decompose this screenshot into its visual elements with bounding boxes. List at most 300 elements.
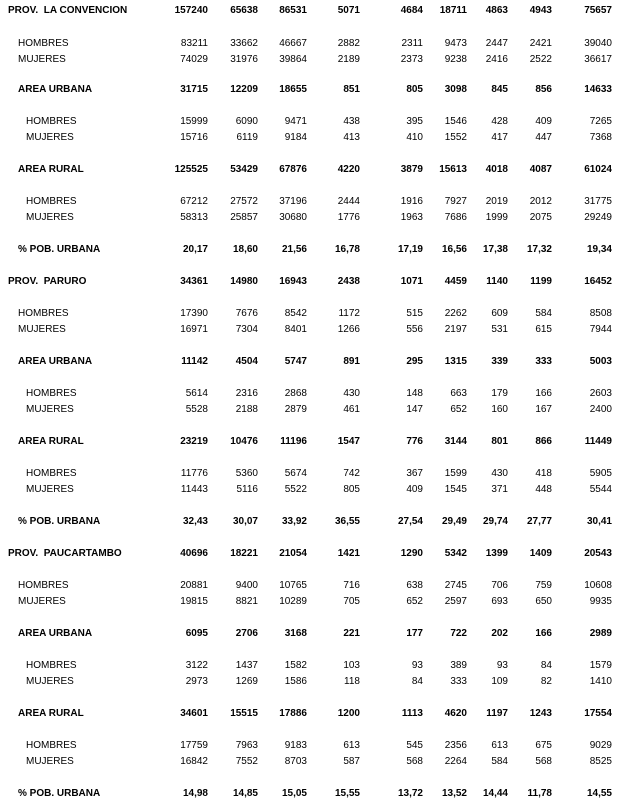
cell-col-8: 2075	[529, 212, 552, 223]
row-label: % POB. URBANA	[18, 244, 101, 255]
cell-col-5: 776	[406, 436, 423, 447]
cell-col-6: 1545	[444, 484, 467, 495]
cell-col-5: 2373	[400, 54, 423, 65]
area-row	[0, 707, 617, 721]
cell-col-7: 2416	[485, 54, 508, 65]
cell-col-6: 7927	[444, 196, 467, 207]
cell-col-8: 4087	[529, 164, 552, 175]
row-label: PROV. PAUCARTAMBO	[8, 548, 122, 559]
cell-col-2: 25857	[230, 212, 258, 223]
cell-col-7: 17,38	[482, 244, 508, 255]
cell-col-5: 148	[406, 388, 423, 399]
cell-col-8: 650	[535, 596, 552, 607]
cell-col-9: 10608	[584, 580, 612, 591]
cell-col-6: 1599	[444, 468, 467, 479]
cell-col-8: 448	[535, 484, 552, 495]
cell-col-3: 17886	[279, 708, 307, 719]
row-label: % POB. URBANA	[18, 788, 101, 799]
cell-col-8: 11,78	[527, 788, 552, 799]
cell-col-2: 5360	[235, 468, 258, 479]
cell-col-7: 430	[491, 468, 508, 479]
cell-col-2: 14,85	[232, 788, 258, 799]
cell-col-5: 1916	[400, 196, 423, 207]
area-row	[0, 163, 617, 177]
cell-col-9: 19,34	[586, 244, 612, 255]
cell-col-2: 8821	[235, 596, 258, 607]
cell-col-5: 556	[406, 324, 423, 335]
row-label: MUJERES	[18, 596, 66, 607]
cell-col-9: 7368	[589, 132, 612, 143]
cell-col-3: 8401	[284, 324, 307, 335]
row-label: MUJERES	[26, 404, 74, 415]
cell-col-6: 4459	[444, 276, 467, 287]
cell-col-3: 21054	[279, 548, 307, 559]
cell-col-6: 3098	[444, 84, 467, 95]
cell-col-3: 2868	[284, 388, 307, 399]
cell-col-4: 1421	[337, 548, 360, 559]
cell-col-6: 663	[450, 388, 467, 399]
cell-col-4: 103	[343, 660, 360, 671]
cell-col-7: 1197	[486, 708, 508, 719]
cell-col-2: 12209	[230, 84, 258, 95]
cell-col-1: 157240	[174, 5, 208, 16]
cell-col-5: 409	[406, 484, 423, 495]
row-label: HOMBRES	[26, 660, 77, 671]
area-gender-row	[0, 131, 617, 145]
cell-col-4: 891	[343, 356, 360, 367]
cell-col-8: 84	[540, 660, 552, 671]
cell-col-5: 4684	[400, 5, 423, 16]
cell-col-7: 609	[491, 308, 508, 319]
cell-col-6: 13,52	[441, 788, 467, 799]
cell-col-9: 9029	[589, 740, 612, 751]
cell-col-2: 18,60	[232, 244, 258, 255]
cell-col-9: 61024	[584, 164, 612, 175]
area-gender-row	[0, 755, 617, 769]
cell-col-6: 2356	[444, 740, 467, 751]
cell-col-1: 11443	[180, 484, 208, 495]
province-row	[0, 275, 617, 289]
cell-col-3: 11196	[280, 436, 307, 447]
cell-col-1: 2973	[185, 676, 208, 687]
cell-col-2: 2188	[235, 404, 258, 415]
urban-percentage-row	[0, 243, 617, 257]
cell-col-4: 613	[343, 740, 360, 751]
cell-col-1: 58313	[180, 212, 208, 223]
cell-col-8: 759	[535, 580, 552, 591]
cell-col-8: 418	[535, 468, 552, 479]
cell-col-2: 7304	[235, 324, 258, 335]
cell-col-6: 16,56	[441, 244, 467, 255]
row-label: HOMBRES	[26, 468, 77, 479]
cell-col-4: 461	[343, 404, 360, 415]
cell-col-8: 27,77	[526, 516, 552, 527]
cell-col-4: 587	[343, 756, 360, 767]
cell-col-4: 221	[343, 628, 360, 639]
cell-col-2: 31976	[230, 54, 258, 65]
row-label: HOMBRES	[18, 38, 69, 49]
area-gender-row	[0, 115, 617, 129]
cell-col-5: 568	[406, 756, 423, 767]
gender-row	[0, 595, 617, 609]
area-gender-row	[0, 739, 617, 753]
cell-col-9: 2989	[589, 628, 612, 639]
cell-col-7: 4863	[485, 5, 508, 16]
row-label: AREA URBANA	[18, 356, 93, 367]
cell-col-2: 33662	[230, 38, 258, 49]
row-label: % POB. URBANA	[18, 516, 101, 527]
cell-col-8: 1409	[529, 548, 552, 559]
area-row	[0, 435, 617, 449]
cell-col-1: 19815	[180, 596, 208, 607]
cell-col-3: 3168	[284, 628, 307, 639]
cell-col-6: 29,49	[441, 516, 467, 527]
cell-col-6: 2264	[444, 756, 467, 767]
cell-col-4: 2438	[337, 276, 360, 287]
cell-col-7: 417	[491, 132, 508, 143]
cell-col-2: 27572	[230, 196, 258, 207]
cell-col-9: 2400	[589, 404, 612, 415]
cell-col-6: 3144	[444, 436, 467, 447]
cell-col-5: 93	[411, 660, 423, 671]
cell-col-5: 147	[406, 404, 423, 415]
cell-col-1: 15999	[180, 116, 208, 127]
row-label: AREA URBANA	[18, 84, 93, 95]
cell-col-3: 86531	[279, 5, 307, 16]
cell-col-1: 17759	[180, 740, 208, 751]
cell-col-9: 20543	[584, 548, 612, 559]
cell-col-3: 10765	[279, 580, 307, 591]
cell-col-2: 30,07	[232, 516, 258, 527]
area-gender-row	[0, 483, 617, 497]
cell-col-8: 1243	[529, 708, 552, 719]
cell-col-3: 15,05	[281, 788, 307, 799]
cell-col-1: 74029	[180, 54, 208, 65]
cell-col-3: 18655	[279, 84, 307, 95]
cell-col-2: 2706	[235, 628, 258, 639]
row-label: MUJERES	[26, 132, 74, 143]
cell-col-3: 9183	[284, 740, 307, 751]
cell-col-1: 16842	[180, 756, 208, 767]
cell-col-1: 5614	[185, 388, 208, 399]
row-label: AREA URBANA	[18, 628, 93, 639]
cell-col-3: 21,56	[281, 244, 307, 255]
cell-col-4: 5071	[337, 5, 360, 16]
cell-col-7: 613	[491, 740, 508, 751]
cell-col-6: 4620	[444, 708, 467, 719]
cell-col-9: 5003	[589, 356, 612, 367]
cell-col-9: 14,55	[586, 788, 612, 799]
cell-col-8: 1199	[530, 276, 552, 287]
cell-col-9: 7265	[589, 116, 612, 127]
cell-col-2: 6090	[235, 116, 258, 127]
cell-col-6: 9238	[444, 54, 467, 65]
cell-col-6: 652	[450, 404, 467, 415]
cell-col-2: 4504	[235, 356, 258, 367]
cell-col-7: 1999	[485, 212, 508, 223]
cell-col-5: 2311	[401, 38, 423, 49]
cell-col-1: 3122	[185, 660, 208, 671]
province-row	[0, 547, 617, 561]
cell-col-6: 5342	[444, 548, 467, 559]
cell-col-5: 1071	[400, 276, 423, 287]
cell-col-6: 9473	[444, 38, 467, 49]
cell-col-5: 652	[406, 596, 423, 607]
cell-col-3: 39864	[279, 54, 307, 65]
cell-col-6: 2262	[444, 308, 467, 319]
cell-col-2: 1437	[235, 660, 258, 671]
row-label: HOMBRES	[26, 116, 77, 127]
cell-col-5: 3879	[400, 164, 423, 175]
cell-col-4: 16,78	[334, 244, 360, 255]
cell-col-5: 410	[406, 132, 423, 143]
row-label: MUJERES	[18, 324, 66, 335]
area-gender-row	[0, 467, 617, 481]
cell-col-9: 5905	[589, 468, 612, 479]
cell-col-3: 16943	[279, 276, 307, 287]
cell-col-2: 18221	[230, 548, 258, 559]
cell-col-9: 1410	[589, 676, 612, 687]
cell-col-8: 615	[535, 324, 552, 335]
cell-col-2: 2316	[235, 388, 258, 399]
cell-col-1: 5528	[185, 404, 208, 415]
cell-col-8: 568	[535, 756, 552, 767]
cell-col-9: 36617	[584, 54, 612, 65]
cell-col-2: 7676	[235, 308, 258, 319]
cell-col-1: 34361	[180, 276, 208, 287]
area-gender-row	[0, 403, 617, 417]
cell-col-4: 1172	[338, 308, 360, 319]
cell-col-6: 7686	[444, 212, 467, 223]
cell-col-7: 1140	[486, 276, 508, 287]
cell-col-7: 160	[491, 404, 508, 415]
cell-col-4: 4220	[337, 164, 360, 175]
area-row	[0, 83, 617, 97]
cell-col-9: 39040	[584, 38, 612, 49]
cell-col-7: 2447	[485, 38, 508, 49]
cell-col-3: 1582	[284, 660, 307, 671]
cell-col-2: 1269	[235, 676, 258, 687]
cell-col-7: 371	[491, 484, 508, 495]
cell-col-5: 177	[406, 628, 423, 639]
cell-col-4: 1547	[337, 436, 360, 447]
row-label: HOMBRES	[26, 388, 77, 399]
cell-col-9: 29249	[584, 212, 612, 223]
cell-col-7: 1399	[485, 548, 508, 559]
area-gender-row	[0, 211, 617, 225]
row-label: HOMBRES	[26, 740, 77, 751]
cell-col-9: 16452	[584, 276, 612, 287]
cell-col-2: 53429	[230, 164, 258, 175]
cell-col-6: 333	[450, 676, 467, 687]
cell-col-9: 11449	[584, 436, 612, 447]
cell-col-4: 430	[343, 388, 360, 399]
gender-row	[0, 53, 617, 67]
cell-col-8: 409	[535, 116, 552, 127]
cell-col-6: 389	[450, 660, 467, 671]
cell-col-6: 1552	[444, 132, 467, 143]
row-label: AREA RURAL	[18, 708, 84, 719]
row-label: HOMBRES	[26, 196, 77, 207]
cell-col-8: 856	[535, 84, 552, 95]
urban-percentage-row	[0, 515, 617, 529]
cell-col-4: 2444	[337, 196, 360, 207]
cell-col-4: 705	[343, 596, 360, 607]
row-label: AREA RURAL	[18, 164, 84, 175]
cell-col-5: 638	[406, 580, 423, 591]
province-row	[0, 4, 617, 18]
row-label: MUJERES	[26, 212, 74, 223]
cell-col-7: 2019	[485, 196, 508, 207]
cell-col-6: 722	[450, 628, 467, 639]
cell-col-1: 23219	[180, 436, 208, 447]
cell-col-4: 851	[343, 84, 360, 95]
cell-col-2: 15515	[230, 708, 258, 719]
cell-col-7: 801	[491, 436, 508, 447]
cell-col-1: 34601	[180, 708, 208, 719]
row-label: AREA RURAL	[18, 436, 84, 447]
cell-col-4: 1776	[337, 212, 360, 223]
cell-col-2: 6119	[236, 132, 258, 143]
cell-col-4: 36,55	[334, 516, 360, 527]
cell-col-5: 545	[406, 740, 423, 751]
gender-row	[0, 307, 617, 321]
cell-col-7: 14,44	[482, 788, 508, 799]
cell-col-4: 438	[343, 116, 360, 127]
cell-col-4: 805	[343, 484, 360, 495]
cell-col-4: 413	[343, 132, 360, 143]
cell-col-1: 6095	[185, 628, 208, 639]
cell-col-3: 5522	[284, 484, 307, 495]
cell-col-5: 295	[406, 356, 423, 367]
cell-col-7: 531	[491, 324, 508, 335]
cell-col-9: 1579	[589, 660, 612, 671]
cell-col-4: 1266	[337, 324, 360, 335]
area-gender-row	[0, 387, 617, 401]
cell-col-3: 46667	[279, 38, 307, 49]
cell-col-2: 5116	[236, 484, 258, 495]
gender-row	[0, 37, 617, 51]
cell-col-9: 2603	[589, 388, 612, 399]
row-label: MUJERES	[26, 484, 74, 495]
cell-col-8: 166	[535, 628, 552, 639]
cell-col-8: 447	[535, 132, 552, 143]
cell-col-9: 9935	[589, 596, 612, 607]
area-gender-row	[0, 659, 617, 673]
cell-col-6: 15613	[439, 164, 467, 175]
cell-col-9: 17554	[584, 708, 612, 719]
cell-col-1: 83211	[180, 38, 208, 49]
cell-col-6: 2745	[444, 580, 467, 591]
cell-col-7: 706	[491, 580, 508, 591]
cell-col-5: 17,19	[397, 244, 423, 255]
cell-col-9: 8508	[589, 308, 612, 319]
cell-col-7: 693	[491, 596, 508, 607]
row-label: PROV. LA CONVENCION	[8, 5, 128, 16]
cell-col-8: 4943	[529, 5, 552, 16]
cell-col-1: 20881	[180, 580, 208, 591]
cell-col-3: 5674	[284, 468, 307, 479]
cell-col-6: 1315	[444, 356, 467, 367]
cell-col-3: 1586	[284, 676, 307, 687]
cell-col-8: 17,32	[526, 244, 552, 255]
cell-col-8: 866	[535, 436, 552, 447]
cell-col-5: 367	[406, 468, 423, 479]
cell-col-7: 584	[491, 756, 508, 767]
cell-col-8: 2421	[529, 38, 552, 49]
cell-col-1: 67212	[180, 196, 208, 207]
cell-col-7: 4018	[485, 164, 508, 175]
cell-col-1: 16971	[180, 324, 208, 335]
cell-col-9: 5544	[589, 484, 612, 495]
cell-col-2: 7552	[235, 756, 258, 767]
cell-col-4: 2882	[337, 38, 360, 49]
row-label: PROV. PARURO	[8, 276, 87, 287]
cell-col-4: 716	[343, 580, 360, 591]
row-label: HOMBRES	[18, 308, 69, 319]
cell-col-1: 125525	[174, 164, 208, 175]
cell-col-4: 2189	[337, 54, 360, 65]
cell-col-5: 395	[406, 116, 423, 127]
cell-col-3: 67876	[279, 164, 307, 175]
cell-col-8: 166	[535, 388, 552, 399]
row-label: HOMBRES	[18, 580, 69, 591]
cell-col-8: 82	[540, 676, 552, 687]
cell-col-3: 8542	[284, 308, 307, 319]
cell-col-2: 14980	[230, 276, 258, 287]
cell-col-3: 8703	[284, 756, 307, 767]
cell-col-1: 20,17	[182, 244, 208, 255]
cell-col-7: 339	[491, 356, 508, 367]
cell-col-7: 179	[491, 388, 508, 399]
cell-col-6: 1546	[444, 116, 467, 127]
cell-col-4: 15,55	[334, 788, 360, 799]
cell-col-3: 33,92	[281, 516, 307, 527]
cell-col-8: 2012	[529, 196, 552, 207]
cell-col-2: 7963	[235, 740, 258, 751]
area-row	[0, 355, 617, 369]
gender-row	[0, 323, 617, 337]
cell-col-1: 11142	[181, 356, 208, 367]
cell-col-7: 109	[491, 676, 508, 687]
cell-col-5: 515	[406, 308, 423, 319]
cell-col-5: 84	[411, 676, 423, 687]
cell-col-9: 7944	[589, 324, 612, 335]
cell-col-5: 805	[406, 84, 423, 95]
urban-percentage-row	[0, 787, 617, 801]
area-row	[0, 627, 617, 641]
cell-col-9: 75657	[584, 5, 612, 16]
cell-col-5: 1113	[401, 708, 423, 719]
cell-col-3: 5747	[284, 356, 307, 367]
cell-col-8: 584	[535, 308, 552, 319]
cell-col-3: 9471	[284, 116, 307, 127]
area-gender-row	[0, 195, 617, 209]
cell-col-2: 9400	[235, 580, 258, 591]
cell-col-7: 845	[491, 84, 508, 95]
cell-col-7: 29,74	[482, 516, 508, 527]
cell-col-6: 2197	[444, 324, 467, 335]
cell-col-4: 1200	[337, 708, 360, 719]
cell-col-5: 27,54	[397, 516, 423, 527]
cell-col-5: 1963	[400, 212, 423, 223]
cell-col-1: 32,43	[182, 516, 208, 527]
row-label: MUJERES	[18, 54, 66, 65]
cell-col-9: 8525	[589, 756, 612, 767]
area-gender-row	[0, 675, 617, 689]
cell-col-1: 31715	[180, 84, 208, 95]
cell-col-1: 11776	[180, 468, 208, 479]
